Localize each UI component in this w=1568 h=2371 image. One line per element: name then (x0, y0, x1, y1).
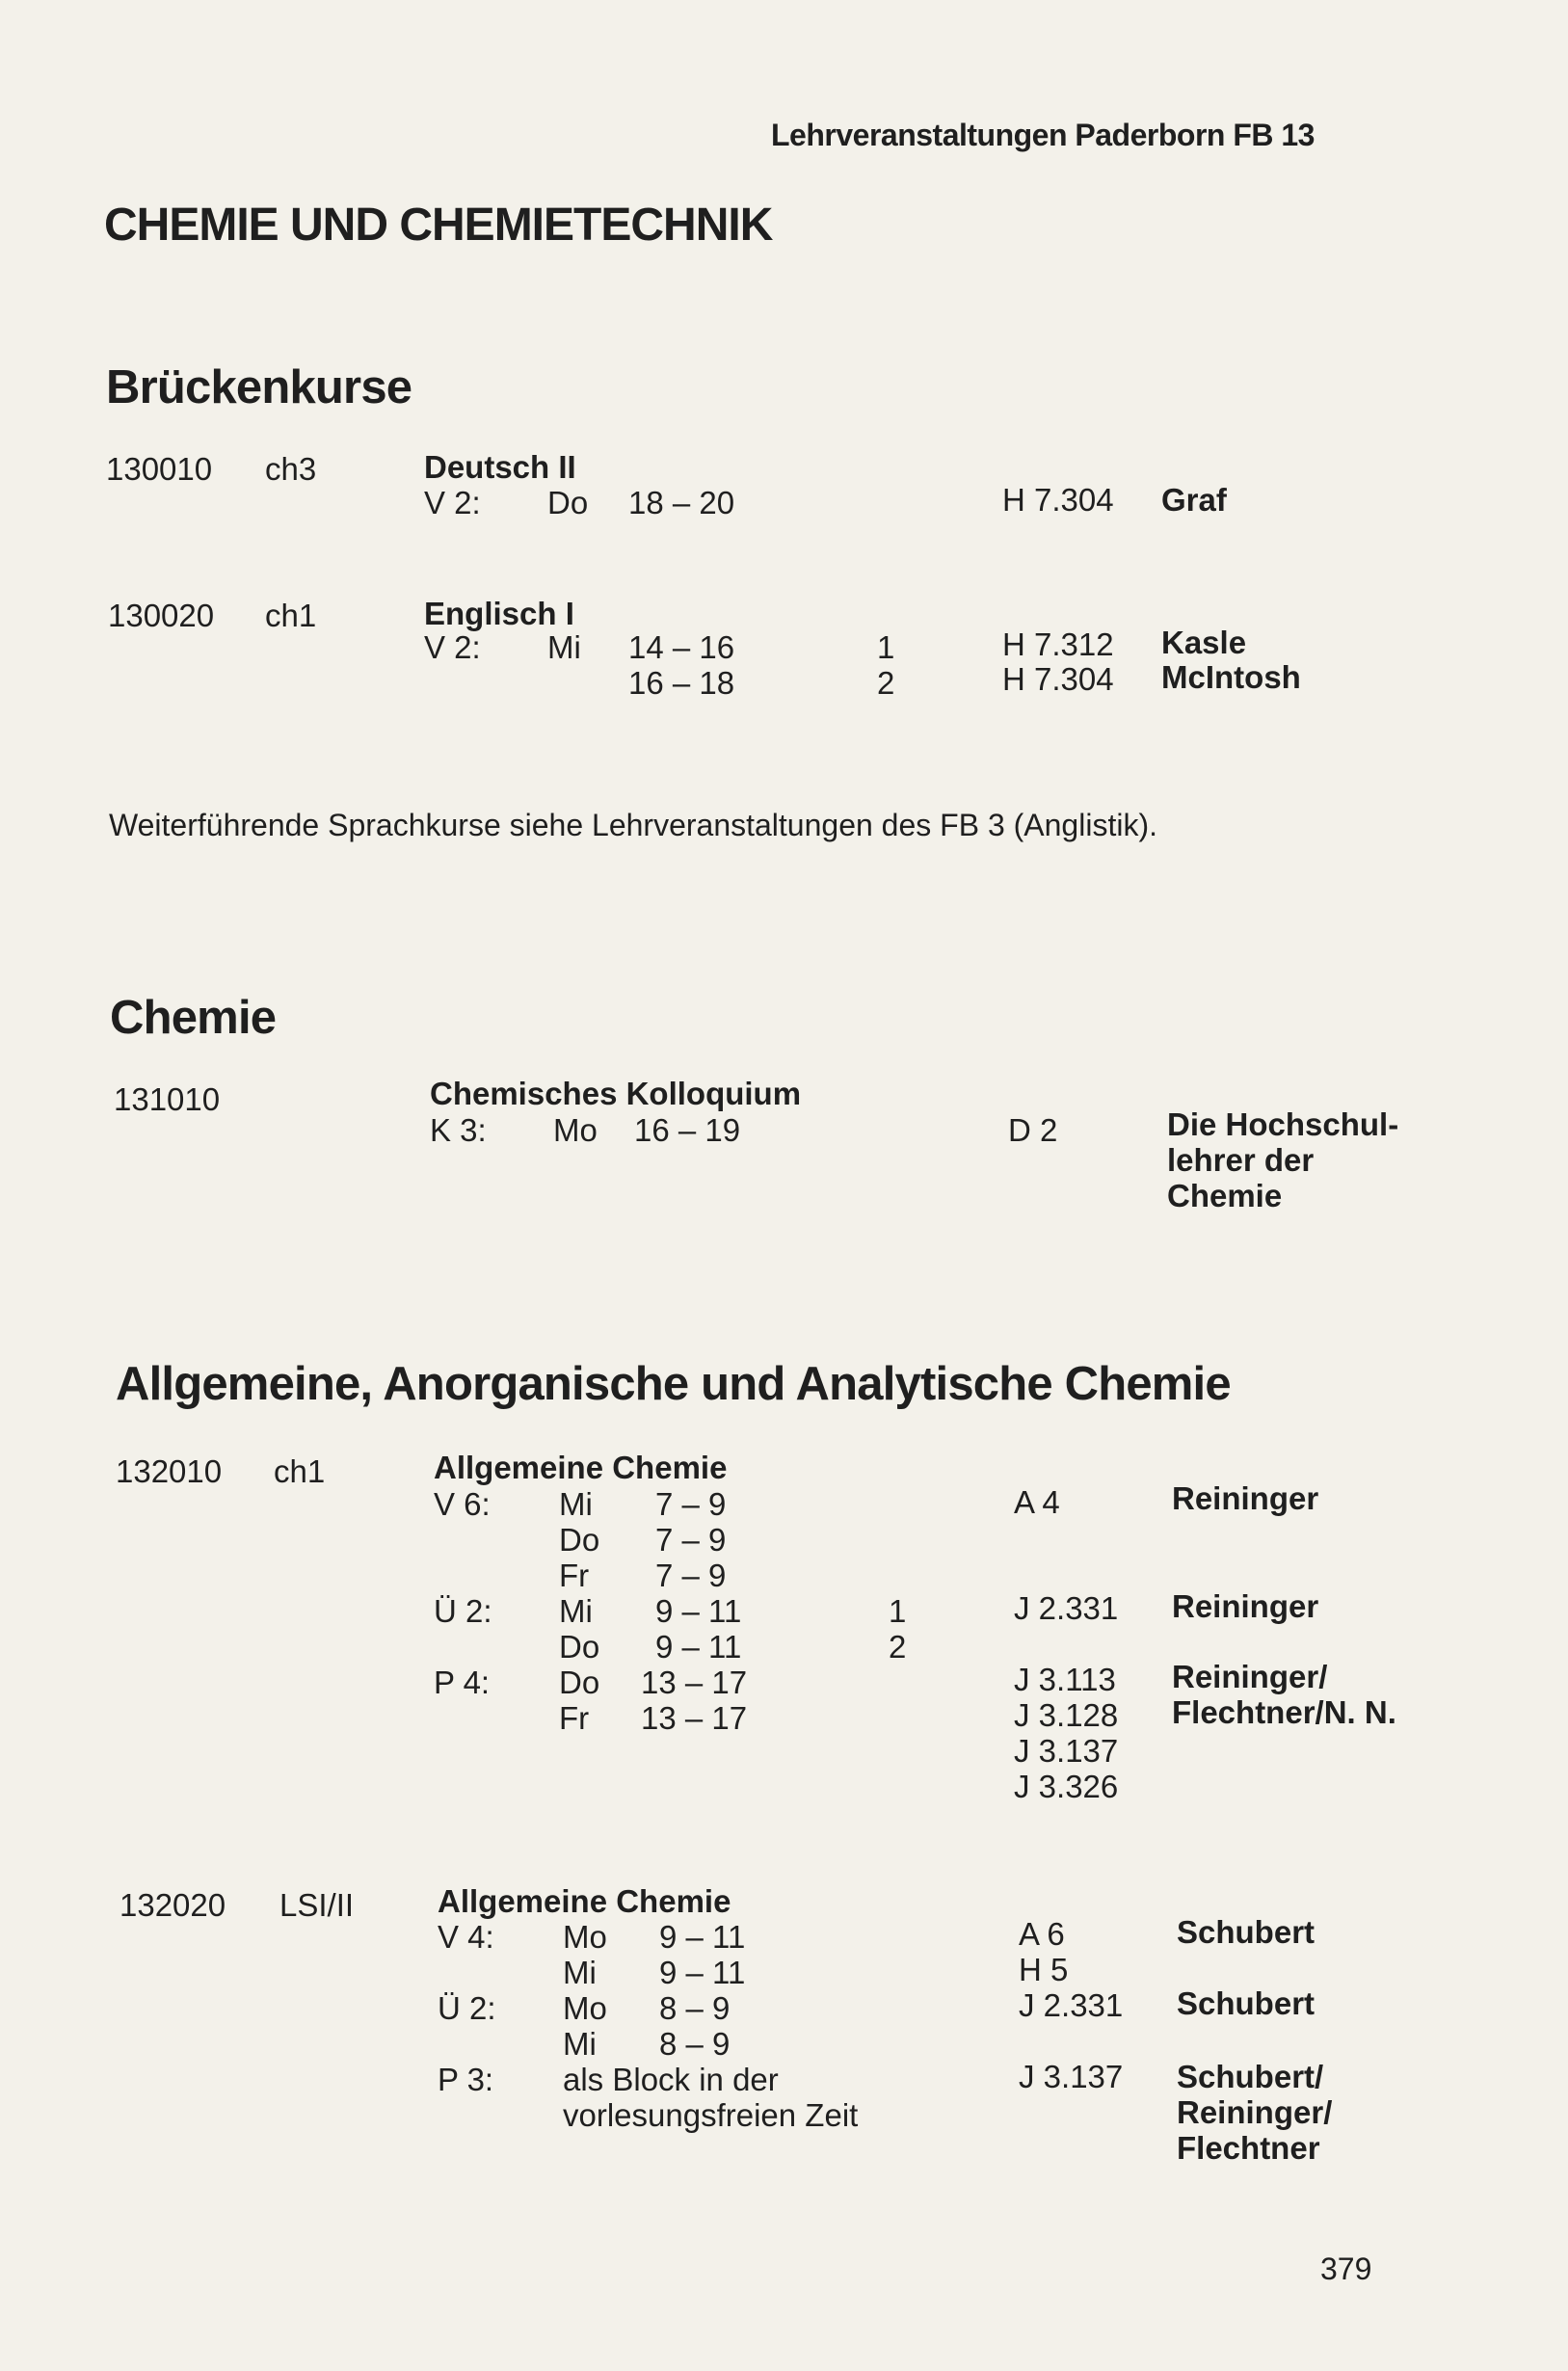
course-room: J 3.137 (1019, 2059, 1124, 2094)
course-type: V 2: (424, 485, 481, 520)
course-lecturer: Flechtner (1177, 2130, 1320, 2166)
course-number: 130020 (108, 598, 215, 633)
course-number: 131010 (114, 1081, 221, 1117)
course-group: 1 (877, 629, 895, 665)
course-room: A 4 (1014, 1484, 1060, 1520)
section-heading-allgemeine-anorganische-analytische-chemie: Allgemeine, Anorganische und Analytische Chemie (116, 1358, 1231, 1410)
course-name: Allgemeine Chemie (434, 1450, 728, 1485)
course-room: J 3.113 (1014, 1662, 1116, 1697)
course-code: ch3 (265, 451, 317, 487)
course-time: 9 – 11 (655, 1593, 742, 1629)
course-type: K 3: (430, 1112, 487, 1148)
course-lecturer: lehrer der (1167, 1142, 1315, 1178)
course-time: 7 – 9 (655, 1522, 727, 1558)
course-type: P 3: (438, 2062, 494, 2097)
course-time: 18 – 20 (628, 485, 735, 520)
course-time: 16 – 18 (628, 665, 735, 701)
course-day: Mi (559, 1486, 593, 1522)
course-code: LSI/II (279, 1887, 355, 1923)
course-lecturer: Schubert (1177, 1914, 1316, 1950)
course-time: 9 – 11 (659, 1919, 746, 1955)
running-header: Lehrveranstaltungen Paderborn FB 13 (771, 118, 1315, 152)
section-heading-chemie: Chemie (110, 992, 277, 1044)
course-day: Fr (559, 1700, 590, 1736)
document-title: CHEMIE UND CHEMIETECHNIK (104, 200, 773, 251)
course-lecturer: Schubert/ (1177, 2059, 1324, 2094)
course-lecturer: Flechtner/N. N. (1172, 1694, 1396, 1730)
course-room: J 2.331 (1019, 1987, 1124, 2023)
page-number: 379 (1320, 2251, 1372, 2286)
course-day: als Block in der (563, 2062, 779, 2097)
course-type: Ü 2: (434, 1593, 492, 1629)
course-day: Mi (547, 629, 581, 665)
course-number: 130010 (106, 451, 213, 487)
course-time: 13 – 17 (641, 1665, 748, 1700)
course-day: Mi (563, 1955, 597, 1990)
course-room: H 5 (1019, 1952, 1069, 1987)
course-time: 9 – 11 (655, 1629, 742, 1665)
course-day: Mo (563, 1990, 607, 2026)
course-type: V 4: (438, 1919, 494, 1955)
course-room: J 2.331 (1014, 1590, 1119, 1626)
course-group: 2 (877, 665, 895, 701)
course-lecturer: Reininger/ (1177, 2094, 1333, 2130)
course-time: 16 – 19 (634, 1112, 741, 1148)
section-note: Weiterführende Sprachkurse siehe Lehrveranstaltungen des FB 3 (Anglistik). (109, 808, 1157, 842)
course-day: Do (559, 1522, 600, 1558)
course-name: Chemisches Kolloquium (430, 1076, 802, 1111)
course-time: 13 – 17 (641, 1700, 748, 1736)
course-room: H 7.304 (1002, 482, 1114, 518)
course-day: Mo (553, 1112, 598, 1148)
course-number: 132020 (120, 1887, 226, 1923)
course-day: Do (559, 1665, 600, 1700)
course-day: Mi (563, 2026, 597, 2062)
course-time: 7 – 9 (655, 1486, 727, 1522)
course-room: H 7.304 (1002, 661, 1114, 697)
course-code: ch1 (274, 1453, 326, 1489)
course-room: J 3.128 (1014, 1697, 1119, 1733)
course-lecturer: Kasle (1161, 625, 1247, 660)
course-day: Fr (559, 1558, 590, 1593)
course-time: 7 – 9 (655, 1558, 727, 1593)
course-time: 8 – 9 (659, 1990, 731, 2026)
course-lecturer: Reininger (1172, 1480, 1319, 1516)
course-lecturer: Chemie (1167, 1178, 1283, 1213)
course-name: Englisch I (424, 596, 574, 631)
course-lecturer: Schubert (1177, 1985, 1316, 2021)
course-type: V 6: (434, 1486, 491, 1522)
course-day: Do (559, 1629, 600, 1665)
course-lecturer: McIntosh (1161, 659, 1301, 695)
course-lecturer: Reininger/ (1172, 1659, 1328, 1694)
course-number: 132010 (116, 1453, 223, 1489)
course-room: J 3.137 (1014, 1733, 1119, 1769)
course-group: 1 (889, 1593, 907, 1629)
course-room: H 7.312 (1002, 626, 1114, 662)
course-name: Allgemeine Chemie (438, 1883, 731, 1919)
course-day: Mi (559, 1593, 593, 1629)
course-room: J 3.326 (1014, 1769, 1119, 1804)
course-time: 8 – 9 (659, 2026, 731, 2062)
course-lecturer: Die Hochschul- (1167, 1106, 1399, 1142)
section-heading-brueckenkurse: Brückenkurse (106, 361, 412, 413)
course-type: P 4: (434, 1665, 491, 1700)
course-day: vorlesungsfreien Zeit (563, 2097, 859, 2133)
course-name: Deutsch II (424, 449, 576, 485)
course-group: 2 (889, 1629, 907, 1665)
course-room: A 6 (1019, 1916, 1065, 1952)
course-day: Do (547, 485, 589, 520)
course-lecturer: Reininger (1172, 1588, 1319, 1624)
course-room: D 2 (1008, 1112, 1058, 1148)
course-type: V 2: (424, 629, 481, 665)
course-type: Ü 2: (438, 1990, 496, 2026)
course-day: Mo (563, 1919, 607, 1955)
course-code: ch1 (265, 598, 317, 633)
course-lecturer: Graf (1161, 482, 1227, 518)
course-time: 9 – 11 (659, 1955, 746, 1990)
course-time: 14 – 16 (628, 629, 735, 665)
